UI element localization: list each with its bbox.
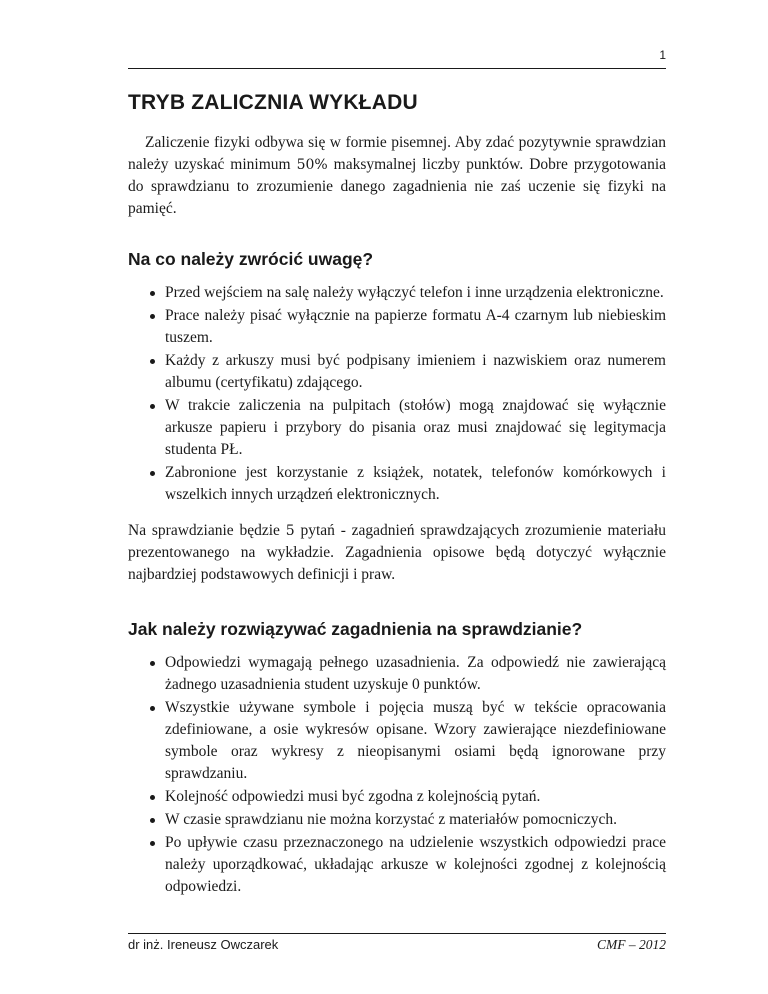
section-heading-attention: Na co należy zwrócić uwagę?	[128, 249, 374, 269]
list-item: Po upływie czasu przeznaczonego na udzielenie wszystkich odpowiedzi prace należy uporządkować, układając arkusze w kolejności zgodnej z kolejnością odpowiedzi.	[165, 832, 666, 898]
document-content	[128, 90, 666, 899]
list-item: Przed wejściem na salę należy wyłączyć telefon i inne urządzenia elektroniczne.	[165, 282, 666, 304]
list-item: W czasie sprawdzianu nie można korzystać z materiałów pomocniczych.	[165, 809, 666, 831]
page-number: 1	[659, 48, 666, 62]
header-rule	[128, 68, 666, 69]
footer-rule	[128, 933, 666, 934]
list-item: Prace należy pisać wyłącznie na papierze formatu A-4 czarnym lub niebieskim tuszem.	[165, 305, 666, 349]
footer-author: dr inż. Ireneusz Owczarek	[128, 937, 279, 952]
list-item: W trakcie zaliczenia na pulpitach (stołów) mogą znajdować się wyłącznie arkusze papieru i przybory do pisania oraz musi znajdować się legitymacja studenta PŁ.	[165, 395, 666, 461]
exam-info-paragraph	[128, 520, 666, 586]
section-heading-solving: Jak należy rozwiązywać zagadnienia na sprawdzianie?	[128, 619, 583, 639]
question-count: 5	[285, 523, 295, 539]
solving-list	[128, 652, 666, 898]
list-item: Kolejność odpowiedzi musi być zgodna z kolejnością pytań.	[165, 786, 666, 808]
exam-info-start: Na sprawdzianie będzie	[128, 522, 286, 539]
list-item: Odpowiedzi wymagają pełnego uzasadnienia. Za odpowiedź nie zawierającą żadnego uzasadnienia student uzyskuje 0 punktów.	[165, 652, 666, 696]
list-item: Zabronione jest korzystanie z książek, notatek, telefonów komórkowych i wszelkich innych urządzeń elektronicznych.	[165, 462, 666, 506]
footer-course: CMF – 2012	[597, 937, 666, 952]
exam-info-end: pytań - zagadnień sprawdzających zrozumienie materiału prezentowanego na wykładzie. Zagadnienia opisowe będą dotyczyć wyłącznie najbardziej podstawowych definicji i praw.	[128, 522, 666, 583]
document-page	[128, 0, 666, 994]
intro-text-end: maksymalnej liczby punktów. Dobre przygotowania do sprawdzianu to zrozumienie danego zagadnienia nie zaś uczenie się fizyki na pamięć.	[128, 156, 667, 217]
page-title: TRYB ZALICZNIA WYKŁADU	[128, 91, 418, 114]
intro-percent: 50%	[296, 157, 328, 173]
list-item: Wszystkie używane symbole i pojęcia muszą być w tekście opracowania zdefiniowane, a osie wykresów opisane. Wzory zawierające niezdefiniowane symbole oraz wykresy z nieopisanymi osiami będą ignorowane przy sprawdzaniu.	[165, 697, 666, 785]
attention-list	[128, 282, 666, 506]
intro-paragraph	[128, 132, 666, 220]
intro-text-start: Zaliczenie fizyki odbywa się w formie pisemnej. Aby zdać pozytywnie sprawdzian należy uzyskać minimum	[128, 134, 666, 173]
list-item: Każdy z arkuszy musi być podpisany imieniem i nazwiskiem oraz numerem albumu (certyfikatu) zdającego.	[165, 350, 666, 394]
